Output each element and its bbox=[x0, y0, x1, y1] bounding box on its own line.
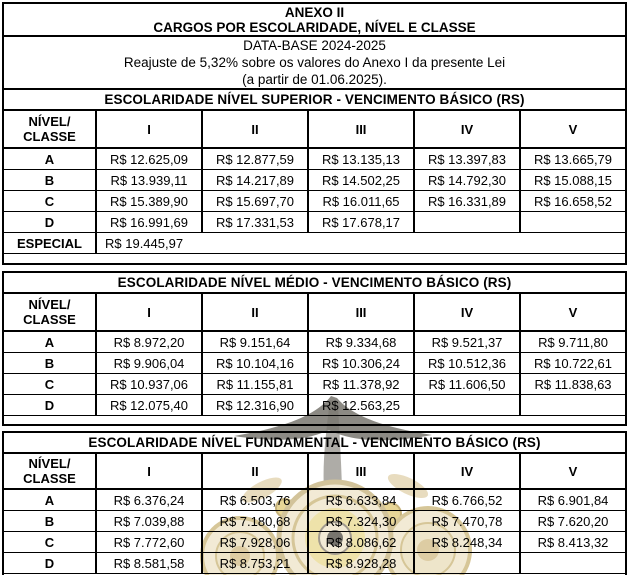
row-header-line1: NÍVEL/ bbox=[28, 297, 71, 312]
row-header-line1: NÍVEL/ bbox=[28, 114, 71, 129]
table-row bbox=[4, 332, 625, 353]
row-label: D bbox=[44, 214, 55, 230]
data-cell-merged: R$ 19.445,97 bbox=[95, 233, 625, 253]
page-title-box bbox=[4, 4, 625, 37]
data-cell: R$ 7.180,68 bbox=[201, 511, 307, 531]
column-header-II: II bbox=[201, 294, 307, 330]
data-cell bbox=[519, 395, 625, 415]
row-label: D bbox=[44, 555, 55, 571]
data-cell: R$ 12.625,09 bbox=[95, 149, 201, 169]
data-cell: R$ 12.877,59 bbox=[201, 149, 307, 169]
row-label: A bbox=[44, 334, 55, 350]
data-cell bbox=[413, 395, 519, 415]
header-row bbox=[4, 294, 625, 332]
column-header-III: III bbox=[307, 111, 413, 147]
data-cell: R$ 7.324,30 bbox=[307, 511, 413, 531]
data-cell: R$ 8.581,58 bbox=[95, 553, 201, 573]
row-label: C bbox=[44, 376, 55, 392]
column-header-IV: IV bbox=[413, 454, 519, 488]
effective-line: (a partir de 01.06.2025). bbox=[242, 72, 387, 87]
table-nivel-superior bbox=[2, 2, 627, 265]
column-header-III: III bbox=[307, 454, 413, 488]
data-cell: R$ 9.521,37 bbox=[413, 332, 519, 352]
data-cell: R$ 13.665,79 bbox=[519, 149, 625, 169]
column-header-I: I bbox=[95, 111, 201, 147]
data-cell: R$ 9.906,04 bbox=[95, 353, 201, 373]
data-cell: R$ 6.503,76 bbox=[201, 490, 307, 510]
data-cell: R$ 12.075,40 bbox=[95, 395, 201, 415]
data-cell: R$ 16.011,65 bbox=[307, 191, 413, 211]
data-cell: R$ 6.633,84 bbox=[307, 490, 413, 510]
data-cell: R$ 16.991,69 bbox=[95, 212, 201, 232]
table-nivel-fundamental bbox=[2, 431, 627, 575]
column-header-I: I bbox=[95, 454, 201, 488]
data-cell: R$ 8.086,62 bbox=[307, 532, 413, 552]
row-label: C bbox=[44, 193, 55, 209]
row-header-cell bbox=[4, 454, 95, 488]
data-cell: R$ 10.306,24 bbox=[307, 353, 413, 373]
table-nivel-medio bbox=[2, 271, 627, 426]
data-cell: R$ 9.711,80 bbox=[519, 332, 625, 352]
row-header-cell bbox=[4, 111, 95, 147]
section-title-superior: ESCOLARIDADE NÍVEL SUPERIOR - VENCIMENTO BÁSICO (RS) bbox=[4, 90, 625, 111]
row-label: B bbox=[44, 355, 55, 371]
empty-row bbox=[4, 254, 625, 263]
column-header-II: II bbox=[201, 454, 307, 488]
data-cell: R$ 10.937,06 bbox=[95, 374, 201, 394]
table-row-especial bbox=[4, 233, 625, 254]
table-row bbox=[4, 353, 625, 374]
data-cell: R$ 6.376,24 bbox=[95, 490, 201, 510]
data-cell: R$ 10.722,61 bbox=[519, 353, 625, 373]
table-row bbox=[4, 532, 625, 553]
data-cell: R$ 16.658,52 bbox=[519, 191, 625, 211]
data-cell: R$ 12.563,25 bbox=[307, 395, 413, 415]
row-label: B bbox=[44, 172, 55, 188]
table-row bbox=[4, 490, 625, 511]
row-label: D bbox=[44, 397, 55, 413]
data-cell: R$ 7.039,88 bbox=[95, 511, 201, 531]
header-row bbox=[4, 111, 625, 149]
data-cell: R$ 17.331,53 bbox=[201, 212, 307, 232]
column-header-V: V bbox=[519, 454, 625, 488]
data-cell: R$ 14.502,25 bbox=[307, 170, 413, 190]
row-label: ESPECIAL bbox=[16, 235, 82, 251]
table-row bbox=[4, 170, 625, 191]
row-label: A bbox=[44, 492, 55, 508]
data-cell: R$ 15.088,15 bbox=[519, 170, 625, 190]
row-header-cell bbox=[4, 294, 95, 330]
row-label: A bbox=[44, 151, 55, 167]
row-label: C bbox=[44, 534, 55, 550]
data-cell: R$ 13.397,83 bbox=[413, 149, 519, 169]
data-cell: R$ 16.331,89 bbox=[413, 191, 519, 211]
data-cell: R$ 7.470,78 bbox=[413, 511, 519, 531]
info-box bbox=[4, 37, 625, 90]
data-cell: R$ 15.697,70 bbox=[201, 191, 307, 211]
data-cell: R$ 7.620,20 bbox=[519, 511, 625, 531]
column-header-IV: IV bbox=[413, 294, 519, 330]
row-header-line2: CLASSE bbox=[23, 471, 76, 486]
row-header-line2: CLASSE bbox=[23, 129, 76, 144]
table-row bbox=[4, 149, 625, 170]
table-row bbox=[4, 511, 625, 532]
adjust-line: Reajuste de 5,32% sobre os valores do Anexo I da presente Lei bbox=[123, 55, 506, 70]
data-cell bbox=[413, 212, 519, 232]
row-label: B bbox=[44, 513, 55, 529]
page-title: ANEXO II bbox=[284, 5, 345, 20]
data-cell: R$ 15.389,90 bbox=[95, 191, 201, 211]
empty-row bbox=[4, 416, 625, 424]
data-cell: R$ 13.939,11 bbox=[95, 170, 201, 190]
section-title-medio: ESCOLARIDADE NÍVEL MÉDIO - VENCIMENTO BÁSICO (RS) bbox=[4, 273, 625, 294]
data-cell bbox=[413, 553, 519, 573]
column-header-II: II bbox=[201, 111, 307, 147]
data-cell: R$ 14.217,89 bbox=[201, 170, 307, 190]
data-cell: R$ 12.316,90 bbox=[201, 395, 307, 415]
data-cell: R$ 7.928,06 bbox=[201, 532, 307, 552]
page-subtitle: CARGOS POR ESCOLARIDADE, NÍVEL E CLASSE bbox=[153, 20, 476, 35]
data-cell: R$ 8.753,21 bbox=[201, 553, 307, 573]
data-cell bbox=[519, 553, 625, 573]
table-row bbox=[4, 374, 625, 395]
table-row bbox=[4, 395, 625, 416]
data-cell bbox=[519, 212, 625, 232]
data-cell: R$ 6.766,52 bbox=[413, 490, 519, 510]
data-cell: R$ 14.792,30 bbox=[413, 170, 519, 190]
column-header-I: I bbox=[95, 294, 201, 330]
data-cell: R$ 11.838,63 bbox=[519, 374, 625, 394]
row-header-line2: CLASSE bbox=[23, 312, 76, 327]
data-cell: R$ 10.104,16 bbox=[201, 353, 307, 373]
data-cell: R$ 8.928,28 bbox=[307, 553, 413, 573]
data-cell: R$ 11.155,81 bbox=[201, 374, 307, 394]
data-cell: R$ 11.606,50 bbox=[413, 374, 519, 394]
row-header-line1: NÍVEL/ bbox=[28, 456, 71, 471]
data-cell: R$ 11.378,92 bbox=[307, 374, 413, 394]
database-line: DATA-BASE 2024-2025 bbox=[243, 38, 386, 53]
data-cell: R$ 13.135,13 bbox=[307, 149, 413, 169]
data-cell: R$ 10.512,36 bbox=[413, 353, 519, 373]
column-header-V: V bbox=[519, 111, 625, 147]
data-cell: R$ 7.772,60 bbox=[95, 532, 201, 552]
data-cell: R$ 9.151,64 bbox=[201, 332, 307, 352]
column-header-IV: IV bbox=[413, 111, 519, 147]
data-cell: R$ 9.334,68 bbox=[307, 332, 413, 352]
column-header-V: V bbox=[519, 294, 625, 330]
data-cell: R$ 8.248,34 bbox=[413, 532, 519, 552]
header-row bbox=[4, 454, 625, 490]
data-cell: R$ 8.413,32 bbox=[519, 532, 625, 552]
column-header-III: III bbox=[307, 294, 413, 330]
section-title-fundamental: ESCOLARIDADE NÍVEL FUNDAMENTAL - VENCIMENTO BÁSICO (RS) bbox=[4, 433, 625, 454]
table-row bbox=[4, 553, 625, 574]
data-cell: R$ 6.901,84 bbox=[519, 490, 625, 510]
table-row bbox=[4, 212, 625, 233]
data-cell: R$ 17.678,17 bbox=[307, 212, 413, 232]
data-cell: R$ 8.972,20 bbox=[95, 332, 201, 352]
table-row bbox=[4, 191, 625, 212]
